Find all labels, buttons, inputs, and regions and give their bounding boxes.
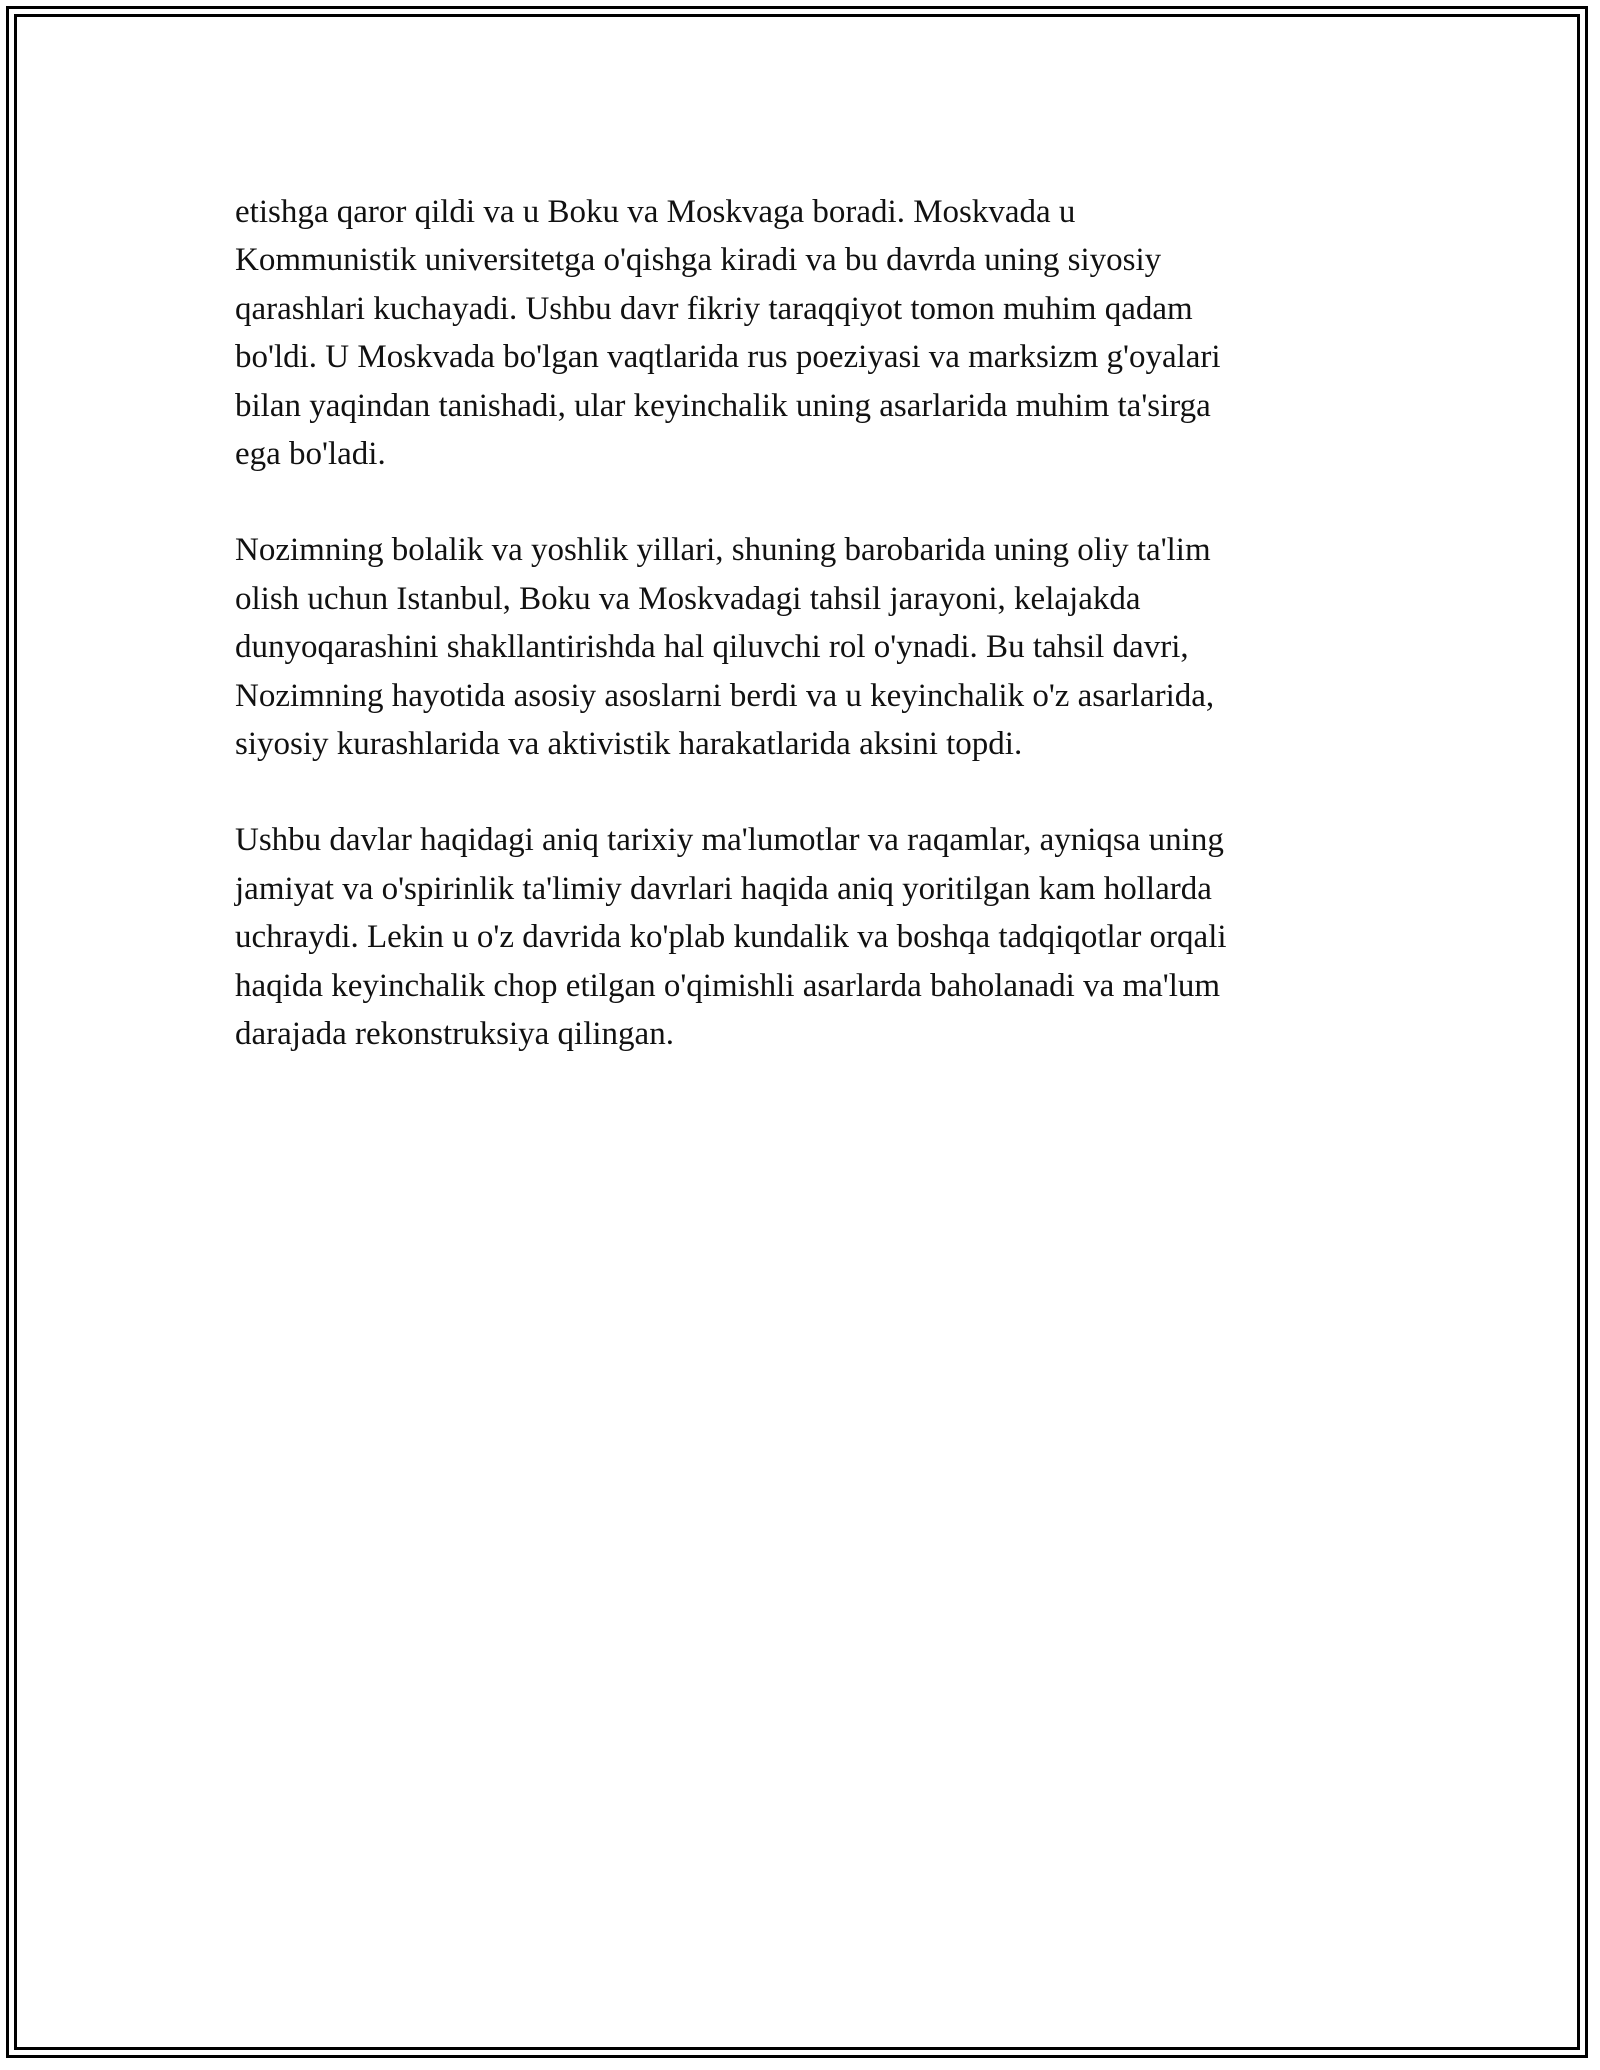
paragraph-1: etishga qaror qildi va u Boku va Moskvaga boradi. Moskvada u Kommunistik universitetga o'qishga kiradi va bu davrda uning siyosiy qarashlari kuchayadi. Ushbu davr fikriy taraqqiyot tomon muhim qadam bo'ldi. U Moskvada bo'lgan vaqtlarida rus poeziyasi va marksizm g'oyalari bilan yaqindan tanishadi, ular keyinchalik uning asarlarida muhim ta'sirga ega bo'ladi. (235, 194, 1221, 473)
document-body (235, 188, 1365, 1107)
paragraph-2: Nozimning bolalik va yoshlik yillari, shuning barobarida uning oliy ta'lim olish uchun Istanbul, Boku va Moskvadagi tahsil jarayoni, kelajakda dunyoqarashini shakllantirishda hal qiluvchi rol o'ynadi. Bu tahsil davri, Nozimning hayotida asosiy asoslarni berdi va u keyinchalik o'z asarlarida, siyosiy kurashlarida va aktivistik harakatlarida aksini topdi. (235, 532, 1215, 763)
paragraph-3: Ushbu davlar haqidagi aniq tarixiy ma'lumotlar va raqamlar, ayniqsa uning jamiyat va o'spirinlik ta'limiy davrlari haqida aniq yoritilgan kam hollarda uchraydi. Lekin u o'z davrida ko'plab kundalik va boshqa tadqiqotlar orqali haqida keyinchalik chop etilgan o'qimishli asarlarda baholanadi va ma'lum darajada rekonstruksiya qilingan. (235, 822, 1227, 1053)
